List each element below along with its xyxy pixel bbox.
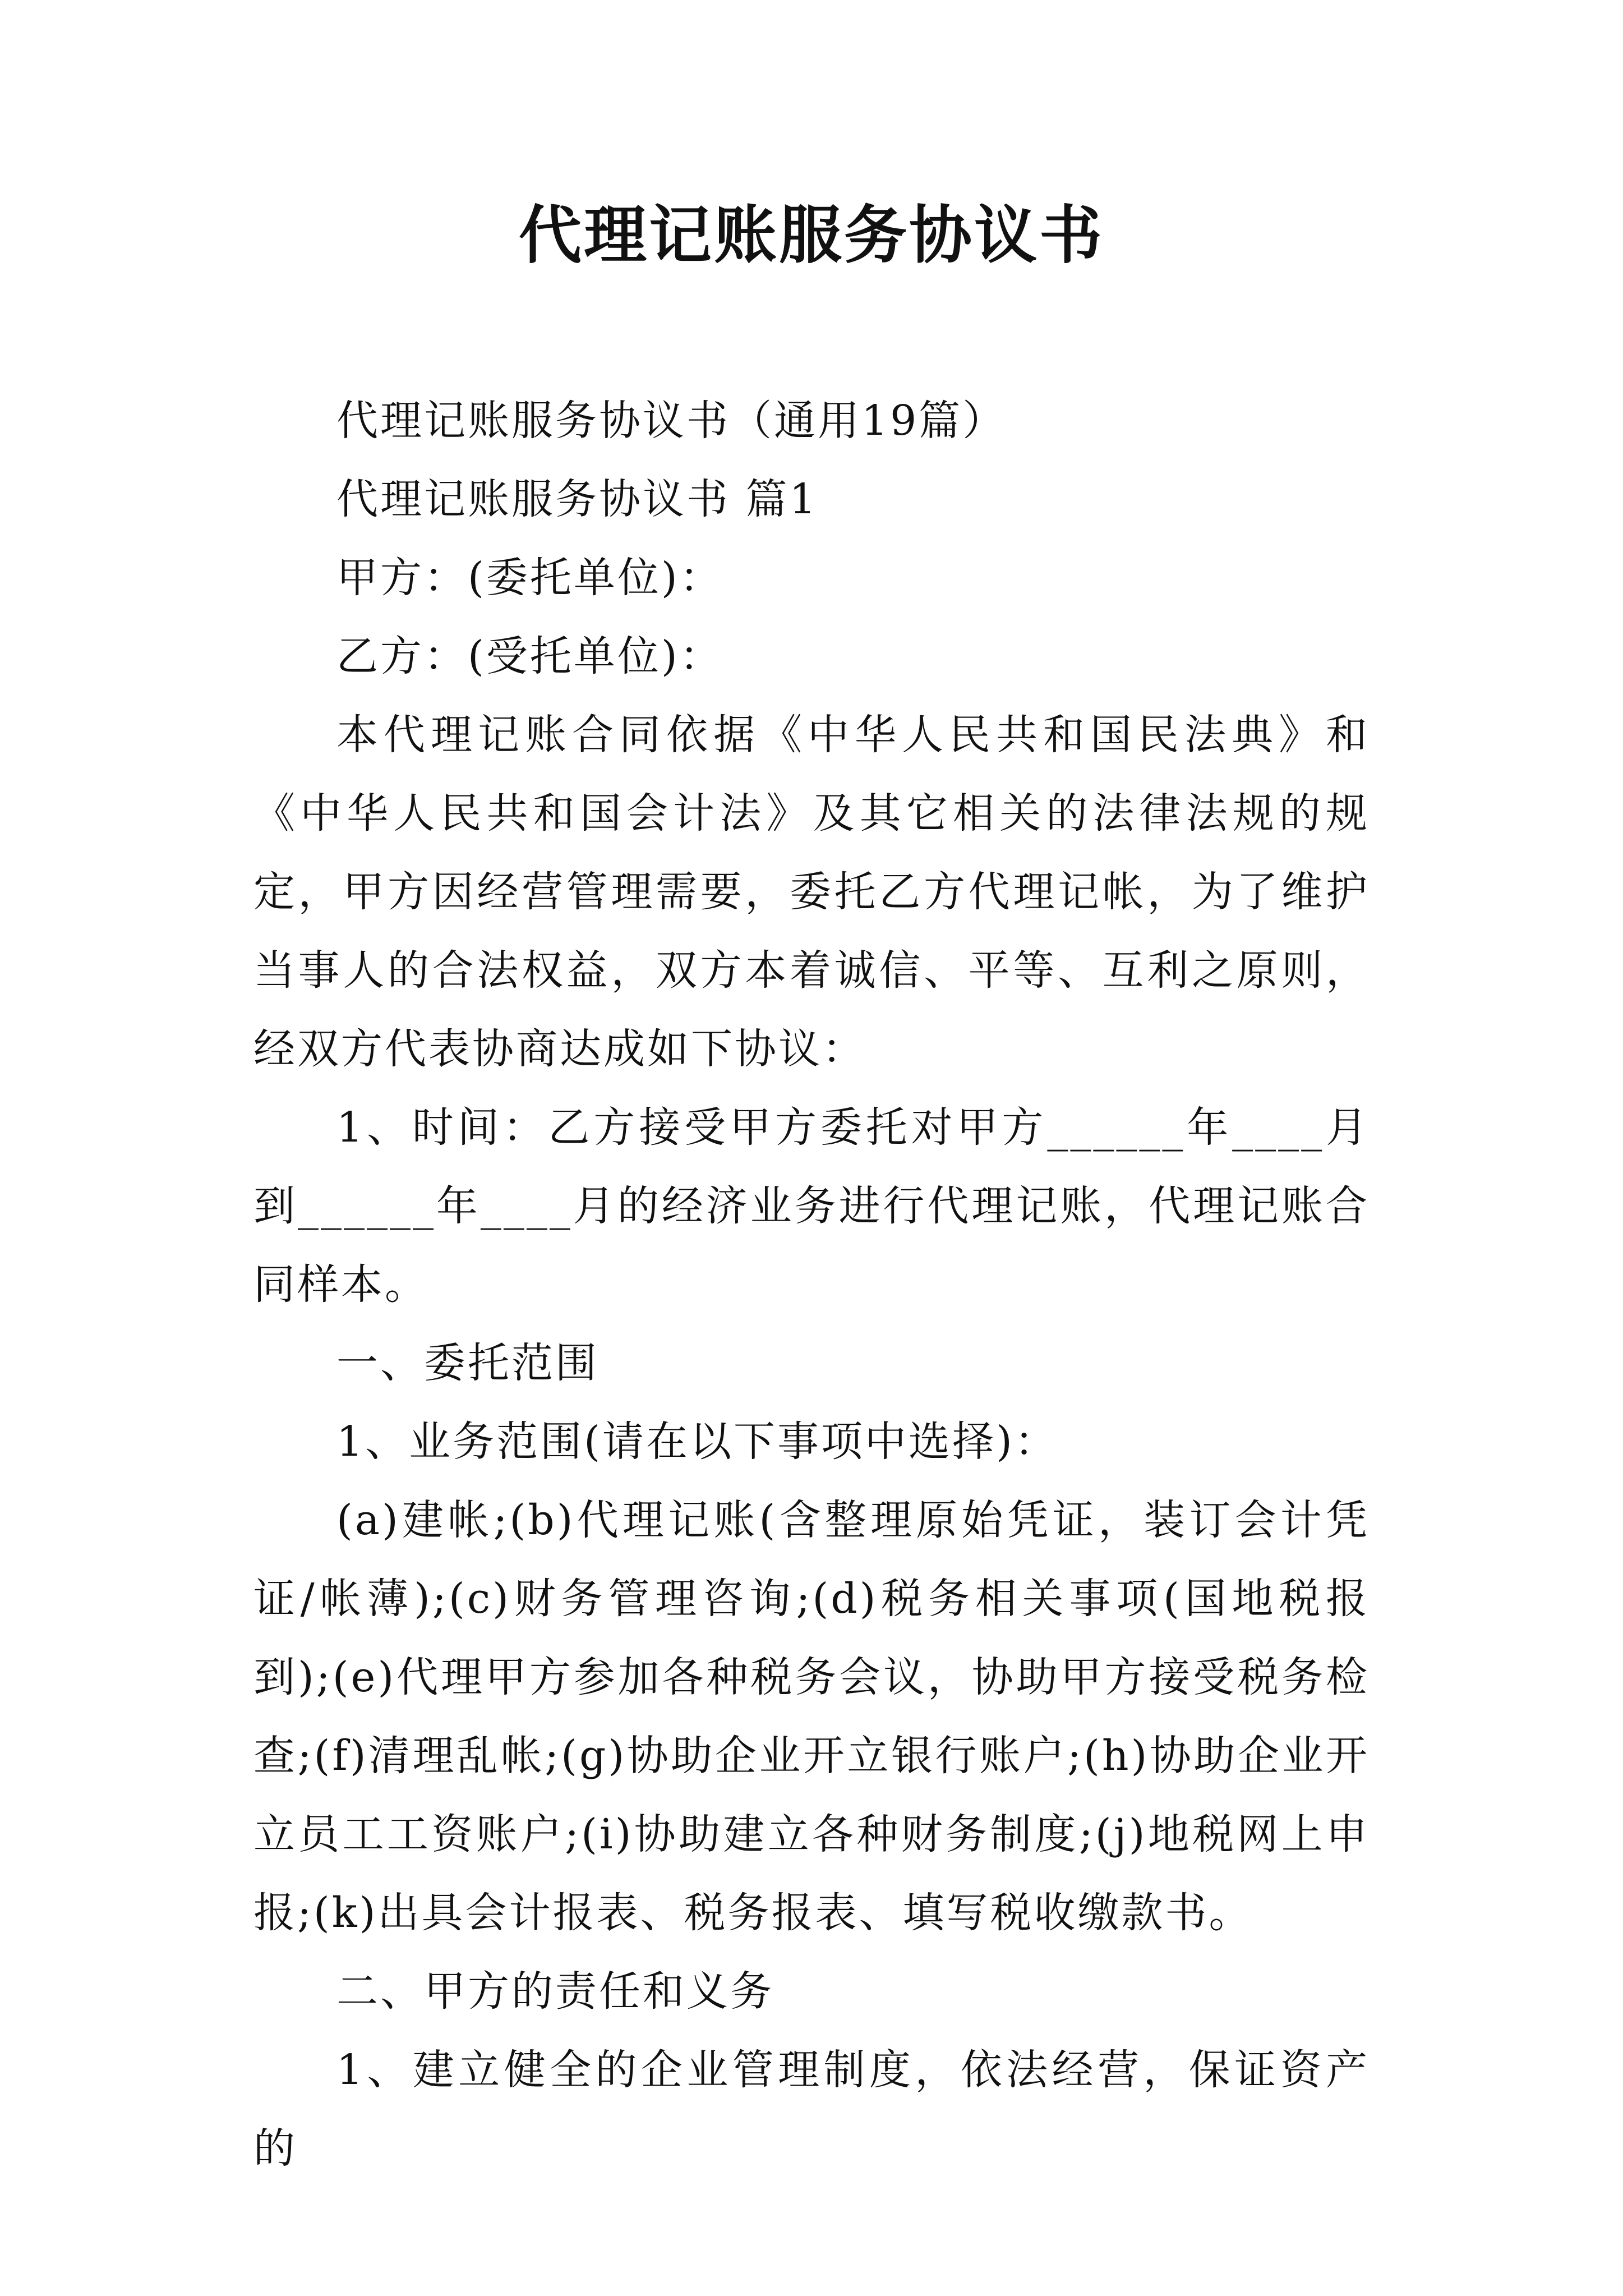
paragraph-subtitle: 代理记账服务协议书（通用19篇） [336,397,1007,445]
paragraph-scope-intro: 1、业务范围(请在以下事项中选择)： [336,1418,1058,1466]
heading-scope: 一、委托范围 [336,1339,599,1387]
paragraph-scope-items: (a)建帐;(b)代理记账(含整理原始凭证，装订会计凭证/帐薄);(c)财务管理咨询;(d)税务相关事项(国地税报到);(e)代理甲方参加各种税务会议，协助甲方接受税务检查;(f)清理乱帐;(g)协助企业开立银行账户;(h)协助企业开立员工工资账户;(i)协助建立各种财务制度;(j)地税网上申报;(k)出具会计报表、税务报表、填写税收缴款书。 [253,1496,1370,1937]
heading-party-a-duties: 二、甲方的责任和义务 [336,1967,774,2016]
paragraph-party-a: 甲方：(委托单位)： [336,554,723,602]
paragraph-term: 1、时间：乙方接受甲方委托对甲方______年____月到______年____月的经济业务进行代理记账，代理记账合同样本。 [253,1103,1370,1309]
paragraph-duty-1: 1、建立健全的企业管理制度，依法经营，保证资产的 [253,2046,1370,2173]
paragraph-section-heading: 代理记账服务协议书 篇1 [336,475,818,523]
paragraph-party-b: 乙方：(受托单位)： [336,632,723,680]
document-title: 代理记账服务协议书 [519,199,1104,272]
document-body [253,381,1370,2188]
paragraph-preamble: 本代理记账合同依据《中华人民共和国民法典》和《中华人民共和国会计法》及其它相关的法律法规的规定，甲方因经营管理需要，委托乙方代理记帐，为了维护当事人的合法权益，双方本着诚信、平等、互利之原则，经双方代表协商达成如下协议： [253,711,1370,1073]
